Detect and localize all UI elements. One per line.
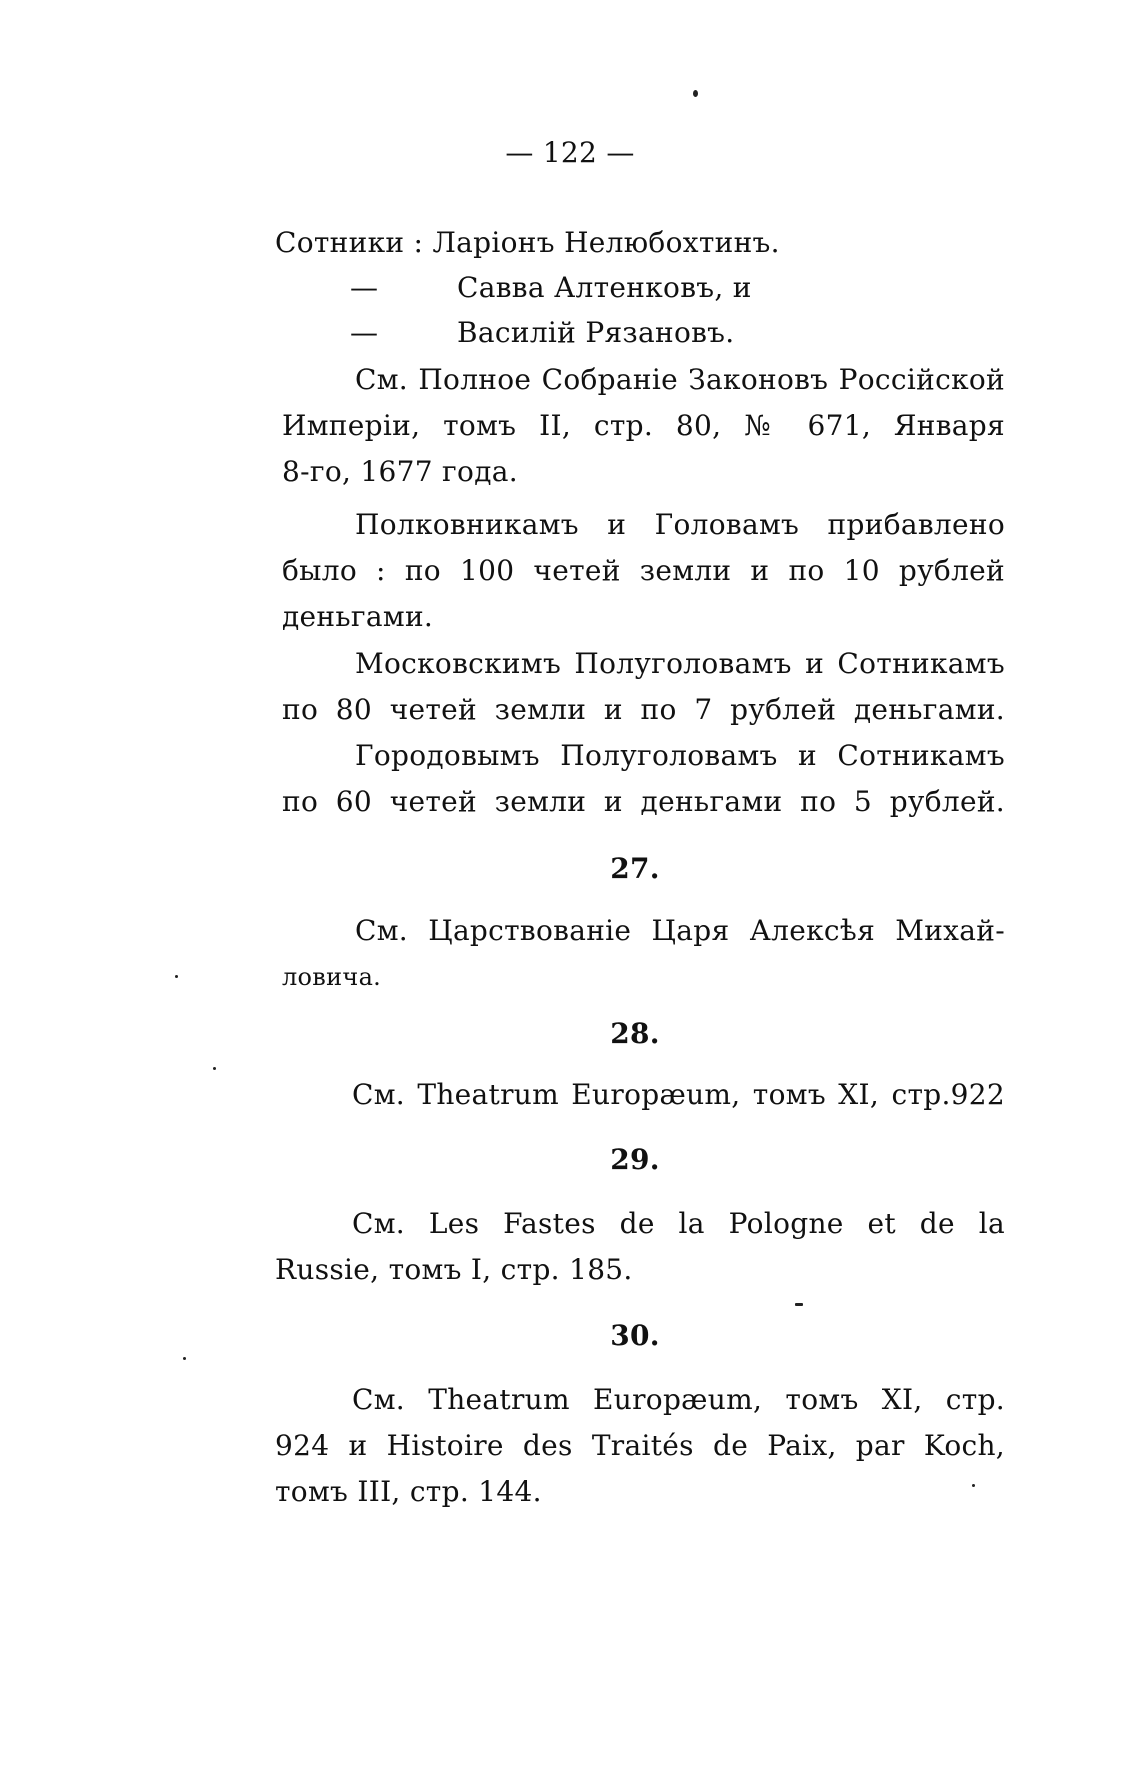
- text-line: было : по 100 четей земли и по 10 рублей: [282, 554, 1005, 587]
- scan-speck: [972, 1484, 975, 1487]
- text-line: См. Les Fastes de la Pologne et de la: [352, 1207, 1005, 1240]
- text-line: по 80 четей земли и по 7 рублей деньгами.: [282, 693, 1005, 726]
- page-number: — 122 —: [505, 136, 635, 169]
- text-line: томъ III, стр. 144.: [275, 1475, 542, 1508]
- text-line: 924 и Histoire des Traités de Paix, par Koch,: [275, 1429, 1005, 1462]
- scan-speck: [175, 975, 178, 978]
- text-line: Имперіи, томъ II, стр. 80, № 671, Января: [282, 409, 1005, 442]
- text-line-dash: —: [350, 271, 379, 304]
- text-line: ловича.: [282, 963, 382, 991]
- text-line: 8-го, 1677 года.: [282, 455, 518, 488]
- scan-speck: [183, 1357, 186, 1360]
- note-number: 28.: [610, 1017, 660, 1050]
- text-line: Василій Рязановъ.: [457, 316, 735, 349]
- text-line: Полковникамъ и Головамъ прибавлено: [355, 508, 1005, 541]
- text-line: См. Царствованіе Царя Алексѣя Михай-: [355, 914, 1005, 947]
- note-number: 27.: [610, 852, 660, 885]
- note-number: 29.: [610, 1143, 660, 1176]
- text-line: Савва Алтенковъ, и: [457, 271, 752, 304]
- text-line: Городовымъ Полуголовамъ и Сотникамъ: [355, 739, 1005, 772]
- text-line: Сотники : Ларіонъ Нелюбохтинъ.: [275, 226, 780, 259]
- text-line: деньгами.: [282, 600, 434, 633]
- text-line: См. Theatrum Europæum, томъ XI, стр.922: [352, 1078, 1005, 1111]
- scan-speck: [693, 90, 698, 97]
- scan-speck: [795, 1303, 803, 1306]
- text-line: по 60 четей земли и деньгами по 5 рублей.: [282, 785, 1005, 818]
- text-line: См. Полное Собраніе Законовъ Россійской: [355, 363, 1005, 396]
- text-line-dash: —: [350, 316, 379, 349]
- text-line: Московскимъ Полуголовамъ и Сотникамъ: [355, 647, 1005, 680]
- text-line: Russie, томъ I, стр. 185.: [275, 1253, 633, 1286]
- text-line: См. Theatrum Europæum, томъ XI, стр.: [352, 1383, 1005, 1416]
- note-number: 30.: [610, 1319, 660, 1352]
- scan-speck: [213, 1067, 216, 1070]
